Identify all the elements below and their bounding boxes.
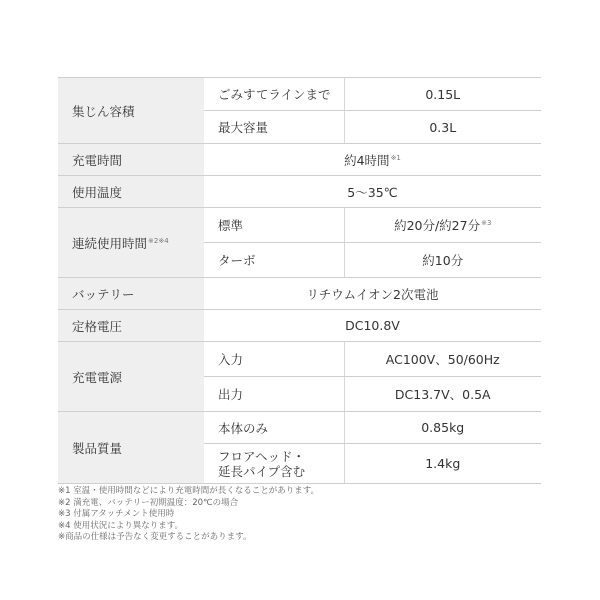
sub-label: 標準 <box>204 208 344 243</box>
table-row <box>58 78 541 111</box>
sub-label <box>204 444 344 484</box>
cell-value: AC100V、50/60Hz <box>344 342 541 377</box>
cell-value <box>204 144 541 176</box>
row-label-battery: バッテリー <box>58 278 204 310</box>
cell-value: 約10分 <box>344 243 541 278</box>
cell-value: 1.4kg <box>344 444 541 484</box>
footnote: ※2 満充電、バッテリー初期温度：20℃の場合 <box>58 497 239 508</box>
sub-label: 最大容量 <box>204 111 344 144</box>
spec-table <box>58 77 541 484</box>
row-label-charging-power: 充電電源 <box>58 342 204 412</box>
table-row <box>58 144 541 176</box>
footnotes <box>58 486 541 544</box>
sub-label: ターボ <box>204 243 344 278</box>
sub-label: ごみすてラインまで <box>204 78 344 111</box>
footnote: ※3 付属アタッチメント使用時 <box>58 509 175 520</box>
cell-value: 5〜35℃ <box>204 176 541 208</box>
cell-value: 0.3L <box>344 111 541 144</box>
sub-label-line: 延長パイプ含む <box>218 463 306 479</box>
footnote: ※商品の仕様は予告なく変更することがあります。 <box>58 532 252 543</box>
cell-value: リチウムイオン2次電池 <box>204 278 541 310</box>
table-row <box>58 310 541 342</box>
cell-value <box>344 208 541 243</box>
cell-value: 0.15L <box>344 78 541 111</box>
charge-time-value: 約4時間 <box>344 152 390 168</box>
footnote-ref: ※1 <box>390 153 401 162</box>
table-row <box>58 176 541 208</box>
footnote-ref: ※3 <box>481 219 492 227</box>
table-row <box>58 278 541 310</box>
table-row <box>58 342 541 377</box>
table-row <box>58 208 541 243</box>
cell-value: DC13.7V、0.5A <box>344 377 541 412</box>
cell-value: DC10.8V <box>204 310 541 342</box>
sub-label: 本体のみ <box>204 412 344 444</box>
cell-value: 0.85kg <box>344 412 541 444</box>
sub-label: 入力 <box>204 342 344 377</box>
footnote: ※4 使用状況により異なります。 <box>58 520 184 531</box>
footnote-ref: ※2※4 <box>148 236 169 245</box>
row-label-rated-voltage: 定格電圧 <box>58 310 204 342</box>
standard-value: 約20分/約27分 <box>394 218 481 233</box>
sub-label-line: フロアヘッド・ <box>218 448 306 464</box>
footnote: ※1 室温・使用時間などにより充電時間が長くなることがあります。 <box>58 486 320 496</box>
sub-label: 出力 <box>204 377 344 412</box>
row-label-charge-time: 充電時間 <box>58 144 204 176</box>
row-label-operating-temp: 使用温度 <box>58 176 204 208</box>
row-label-dust-capacity: 集じん容積 <box>58 78 204 144</box>
table-row <box>58 412 541 444</box>
row-label-weight: 製品質量 <box>58 412 204 484</box>
row-label-continuous-use <box>58 208 204 278</box>
continuous-use-label: 連続使用時間 <box>72 235 148 251</box>
